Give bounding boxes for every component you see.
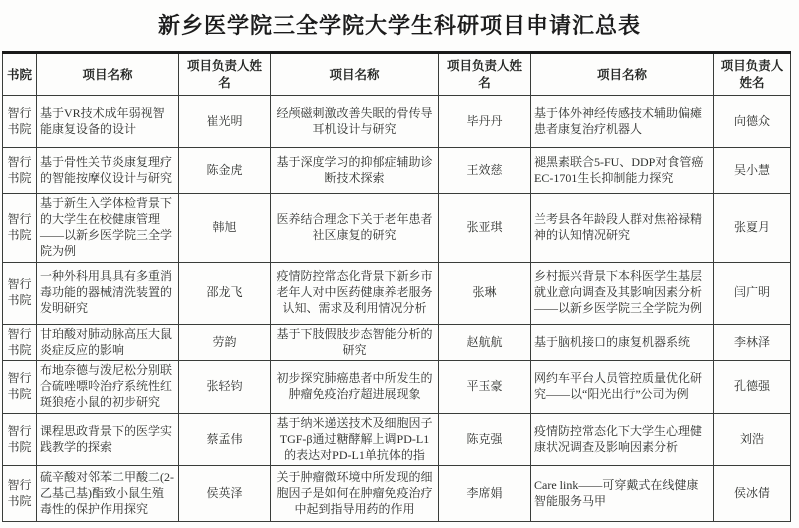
leader-name-cell: 王效慈 — [439, 148, 531, 194]
project-name-cell: 布地奈德与泼尼松分别联合硫唑嘌呤治疗系统性红斑狼疮小鼠的初步研究 — [37, 361, 179, 413]
table-row — [3, 413, 791, 465]
leader-name-cell: 孔德强 — [714, 361, 791, 413]
leader-name-cell: 李林泽 — [714, 324, 791, 361]
table-row — [3, 466, 791, 522]
leader-name-cell: 张亚琪 — [439, 194, 531, 262]
project-name-cell: 课程思政背景下的医学实践教学的探索 — [37, 413, 179, 465]
project-name-cell: 基于纳米递送技术及细胞因子TGF-β通过糖酵解上调PD-L1的表达对PD-L1单抗体的指 — [271, 413, 439, 465]
leader-name-cell: 邵龙飞 — [179, 262, 271, 324]
column-header-leader-3: 项目负责人姓名 — [714, 53, 791, 96]
project-name-cell: 褪黑素联合5-FU、DDP对食管癌EC-1701生长抑制能力探究 — [531, 148, 714, 194]
leader-name-cell: 侯英泽 — [179, 466, 271, 522]
project-name-cell: 一种外科用具具有多重消毒功能的器械清洗装置的发明研究 — [37, 262, 179, 324]
table-row — [3, 53, 791, 96]
college-cell: 智行书院 — [3, 194, 37, 262]
table-row — [3, 361, 791, 413]
college-cell: 智行书院 — [3, 148, 37, 194]
column-header-leader-2: 项目负责人姓名 — [439, 53, 531, 96]
college-cell: 智行书院 — [3, 413, 37, 465]
leader-name-cell: 侯冰倩 — [714, 466, 791, 522]
project-name-cell: 关于肿瘤微环境中所发现的细胞因子是如何在肿瘤免疫治疗中起到指导用药的作用 — [271, 466, 439, 522]
leader-name-cell: 韩旭 — [179, 194, 271, 262]
table-body — [3, 96, 791, 522]
project-name-cell: 甘珀酸对肺动脉高压大鼠炎症反应的影响 — [37, 324, 179, 361]
project-name-cell: 疫情防控常态化背景下新乡市老年人对中医药健康养老服务认知、需求及利用情况分析 — [271, 262, 439, 324]
table-header-row — [3, 53, 791, 96]
project-name-cell: 基于脑机接口的康复机器系统 — [531, 324, 714, 361]
leader-name-cell: 陈克强 — [439, 413, 531, 465]
table-row — [3, 194, 791, 262]
column-header-college: 书院 — [3, 53, 37, 96]
leader-name-cell: 张轻钧 — [179, 361, 271, 413]
leader-name-cell: 吴小慧 — [714, 148, 791, 194]
project-name-cell: 乡村振兴背景下本科医学生基层就业意向调查及其影响因素分析——以新乡医学院三全学院为例 — [531, 262, 714, 324]
college-cell: 智行书院 — [3, 262, 37, 324]
leader-name-cell: 闫广明 — [714, 262, 791, 324]
leader-name-cell: 陈金虎 — [179, 148, 271, 194]
column-header-project-2: 项目名称 — [271, 53, 439, 96]
project-name-cell: 经颅磁刺激改善失眠的骨传导耳机设计与研究 — [271, 96, 439, 148]
project-name-cell: 硫辛酸对邻苯二甲酸二(2-乙基己基)酯致小鼠生殖毒性的保护作用探究 — [37, 466, 179, 522]
leader-name-cell: 赵航航 — [439, 324, 531, 361]
leader-name-cell: 张夏月 — [714, 194, 791, 262]
college-cell: 智行书院 — [3, 96, 37, 148]
project-name-cell: 基于体外神经传感技术辅助偏瘫患者康复治疗机器人 — [531, 96, 714, 148]
project-name-cell: 医养结合理念下关于老年患者社区康复的研究 — [271, 194, 439, 262]
project-name-cell: 兰考县各年龄段人群对焦裕禄精神的认知情况研究 — [531, 194, 714, 262]
leader-name-cell: 崔光明 — [179, 96, 271, 148]
project-name-cell: 基于深度学习的抑郁症辅助诊断技术探索 — [271, 148, 439, 194]
project-name-cell: 基于VR技术成年弱视智能康复设备的设计 — [37, 96, 179, 148]
project-name-cell: 疫情防控常态化下大学生心理健康状况调查及影响因素分析 — [531, 413, 714, 465]
table-row — [3, 262, 791, 324]
table-row — [3, 96, 791, 148]
college-cell: 智行书院 — [3, 466, 37, 522]
project-name-cell: Care link——可穿戴式在线健康智能服务马甲 — [531, 466, 714, 522]
leader-name-cell: 毕丹丹 — [439, 96, 531, 148]
project-name-cell: 网约车平台人员管控质量优化研究——以“阳光出行”公司为例 — [531, 361, 714, 413]
leader-name-cell: 李席娟 — [439, 466, 531, 522]
project-name-cell: 基于下肢假肢步态智能分析的研究 — [271, 324, 439, 361]
column-header-project-3: 项目名称 — [531, 53, 714, 96]
college-cell: 智行书院 — [3, 361, 37, 413]
leader-name-cell: 劳韵 — [179, 324, 271, 361]
page-title: 新乡医学院三全学院大学生科研项目申请汇总表 — [157, 13, 641, 38]
leader-name-cell: 蔡孟伟 — [179, 413, 271, 465]
table-row — [3, 324, 791, 361]
column-header-project-1: 项目名称 — [37, 53, 179, 96]
project-name-cell: 初步探究肺癌患者中所发生的肿瘤免疫治疗超进展现象 — [271, 361, 439, 413]
college-cell: 智行书院 — [3, 324, 37, 361]
project-name-cell: 基于骨性关节炎康复理疗的智能按摩仪设计与研究 — [37, 148, 179, 194]
project-summary-table — [2, 51, 791, 522]
leader-name-cell: 向德众 — [714, 96, 791, 148]
table-row — [3, 148, 791, 194]
leader-name-cell: 刘浩 — [714, 413, 791, 465]
column-header-leader-1: 项目负责人姓名 — [179, 53, 271, 96]
project-name-cell: 基于新生入学体检背景下的大学生在校健康管理——以新乡医学院三全学院为例 — [37, 194, 179, 262]
leader-name-cell: 平玉豪 — [439, 361, 531, 413]
leader-name-cell: 张琳 — [439, 262, 531, 324]
